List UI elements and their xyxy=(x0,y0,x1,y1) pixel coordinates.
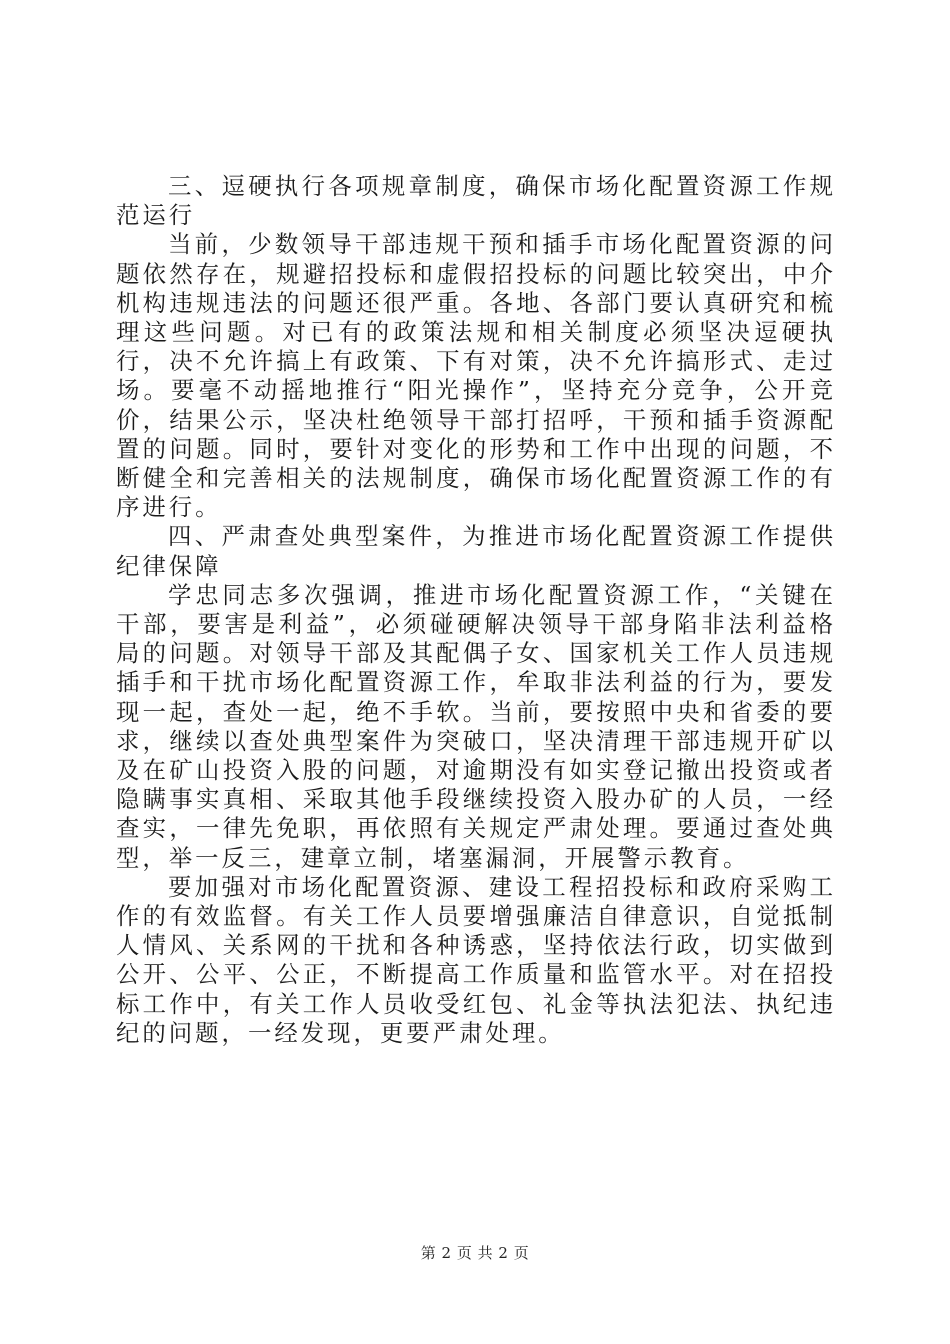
section-heading-three: 三、逗硬执行各项规章制度，确保市场化配置资源工作规范运行 xyxy=(116,172,836,230)
body-paragraph: 当前，少数领导干部违规干预和插手市场化配置资源的问题依然存在，规避招投标和虚假招投标的问题比较突出，中介机构违规违法的问题还很严重。各地、各部门要认真研究和梳理这些问题。对已有的政策法规和相关制度必须坚决逗硬执行，决不允许搞上有政策、下有对策，决不允许搞形式、走过场。要毫不动摇地推行“阳光操作”，坚持充分竞争，公开竞价，结果公示，坚决杜绝领导干部打招呼，干预和插手资源配置的问题。同时，要针对变化的形势和工作中出现的问题，不断健全和完善相关的法规制度，确保市场化配置资源工作的有序进行。 xyxy=(116,230,836,522)
body-paragraph: 学忠同志多次强调，推进市场化配置资源工作，“关键在干部，要害是利益”，必须碰硬解决领导干部身陷非法利益格局的问题。对领导干部及其配偶子女、国家机关工作人员违规插手和干扰市场化配置资源工作，牟取非法利益的行为，要发现一起，查处一起，绝不手软。当前，要按照中央和省委的要求，继续以查处典型案件为突破口，坚决清理干部违规开矿以及在矿山投资入股的问题，对逾期没有如实登记撤出投资或者隐瞒事实真相、采取其他手段继续投资入股办矿的人员，一经查实，一律先免职，再依照有关规定严肃处理。要通过查处典型，举一反三，建章立制，堵塞漏洞，开展警示教育。 xyxy=(116,580,836,872)
section-heading-four: 四、严肃查处典型案件，为推进市场化配置资源工作提供纪律保障 xyxy=(116,522,836,580)
body-paragraph: 要加强对市场化配置资源、建设工程招投标和政府采购工作的有效监督。有关工作人员要增强廉洁自律意识，自觉抵制人情风、关系网的干扰和各种诱惑，坚持依法行政，切实做到公开、公平、公正，不断提高工作质量和监管水平。对在招投标工作中，有关工作人员收受红包、礼金等执法犯法、执纪违纪的问题，一经发现，更要严肃处理。 xyxy=(116,872,836,1047)
page-number-footer: 第 2 页 共 2 页 xyxy=(420,1244,530,1262)
document-body xyxy=(116,172,836,1048)
